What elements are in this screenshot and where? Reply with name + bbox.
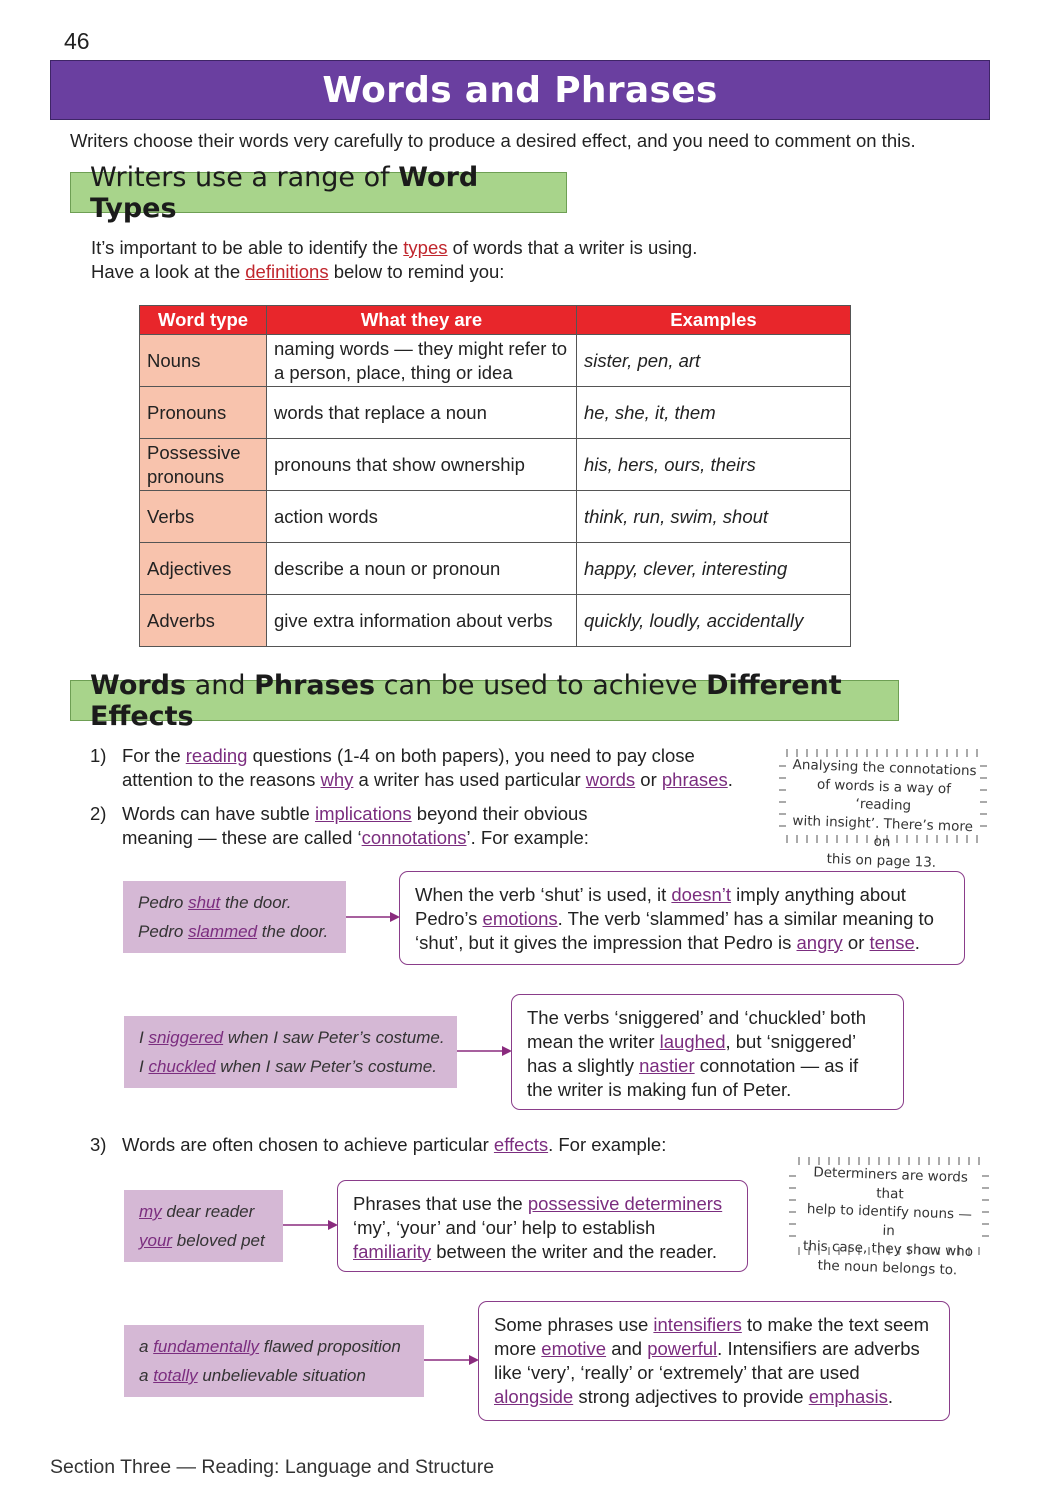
list-item-text: Words are often chosen to achieve particular effects. For example:: [122, 1134, 667, 1155]
table-row: [140, 387, 851, 439]
example-sentence: Pedro slammed the door.: [138, 922, 329, 941]
page-title: Words and Phrases: [322, 69, 718, 111]
definition-cell: naming words — they might refer to a person, place, thing or idea: [267, 335, 577, 387]
examples-cell: think, run, swim, shout: [577, 491, 851, 543]
word-type-cell: Adjectives: [140, 543, 267, 595]
side-note-text: Analysing the connotations of words is a way of ‘reading with insight’. There’s more on this on page 13.: [792, 756, 977, 871]
heading-text: Writers use a range of Word Types: [90, 161, 479, 224]
example-sentence: your beloved pet: [139, 1231, 265, 1250]
arrow-right-icon: [457, 1044, 512, 1058]
word-type-cell: Verbs: [140, 491, 267, 543]
footer-section-title: Section Three — Reading: Language and Structure: [50, 1456, 495, 1478]
example-sentence: I chuckled when I saw Peter’s costume.: [139, 1057, 437, 1076]
column-header-what-they-are: What they are: [267, 306, 577, 335]
explanation-box: Some phrases use intensifiers to make the text seem more emotive and powerful. Intensifiers are adverbs like ‘very’, ‘really’ or ‘extremely’ that are used alongside strong adjectives to provide emphasis.: [478, 1301, 950, 1421]
section-heading-word-types: [70, 161, 567, 224]
table-row: [140, 335, 851, 387]
section-heading-different-effects: [70, 669, 899, 732]
table-header-row: [140, 306, 851, 335]
arrow-right-icon: [424, 1353, 479, 1367]
examples-cell: his, hers, ours, theirs: [577, 439, 851, 491]
page-title-bar: [50, 60, 990, 120]
arrow-right-icon: [346, 910, 400, 924]
arrow-right-icon: [283, 1218, 338, 1232]
definition-cell: give extra information about verbs: [267, 595, 577, 647]
word-type-cell: Nouns: [140, 335, 267, 387]
intro-text: Writers choose their words very carefully to produce a desired effect, and you need to comment on this.: [70, 130, 916, 151]
side-note-text: Determiners are words that help to identify nouns — in this case, they show who the noun belongs to.: [802, 1164, 974, 1278]
list-item-text: For the reading questions (1-4 on both papers), you need to pay close attention to the reasons why a writer has used particular words or phrases.: [122, 745, 733, 790]
definition-cell: words that replace a noun: [267, 387, 577, 439]
table-row: [140, 491, 851, 543]
table-row: [140, 543, 851, 595]
table-row: [140, 595, 851, 647]
list-number: 3): [90, 1134, 107, 1155]
list-item-text: Words can have subtle implications beyond their obvious meaning — these are called ‘connotations’. For example:: [122, 803, 589, 848]
paragraph-line: Have a look at the definitions below to remind you:: [91, 261, 505, 282]
example-box: [124, 1190, 283, 1262]
definition-cell: pronouns that show ownership: [267, 439, 577, 491]
examples-cell: quickly, loudly, accidentally: [577, 595, 851, 647]
explanation-box: Phrases that use the possessive determiners ‘my’, ‘your’ and ‘our’ help to establish familiarity between the writer and the reader.: [337, 1180, 748, 1272]
column-header-word-type: Word type: [140, 306, 267, 335]
list-number: 1): [90, 745, 107, 766]
explanation-box: The verbs ‘sniggered’ and ‘chuckled’ both mean the writer laughed, but ‘sniggered’ has a slightly nastier connotation — as if the writer is making fun of Peter.: [511, 994, 904, 1110]
example-sentence: my dear reader: [139, 1202, 255, 1221]
word-type-cell: Pronouns: [140, 387, 267, 439]
examples-cell: happy, clever, interesting: [577, 543, 851, 595]
list-number: 2): [90, 803, 107, 824]
example-sentence: a fundamentally flawed proposition: [139, 1337, 401, 1356]
column-header-examples: Examples: [577, 306, 851, 335]
definition-cell: action words: [267, 491, 577, 543]
example-sentence: a totally unbelievable situation: [139, 1366, 366, 1385]
example-box: [123, 881, 346, 953]
list-item: [0, 802, 760, 850]
explanation-box: When the verb ‘shut’ is used, it doesn’t imply anything about Pedro’s emotions. The verb ‘slammed’ has a similar meaning to ‘shut’, but it gives the impression that Pedro is angry or tense.: [399, 871, 965, 965]
word-type-cell: Possessive pronouns: [140, 439, 267, 491]
definition-cell: describe a noun or pronoun: [267, 543, 577, 595]
word-types-table: [139, 305, 851, 647]
page-number: 46: [64, 28, 90, 54]
list-item: [0, 1133, 760, 1159]
side-note-connotations: [777, 746, 989, 871]
example-box: [124, 1016, 457, 1088]
table-row: [140, 439, 851, 491]
examples-cell: he, she, it, them: [577, 387, 851, 439]
example-sentence: Pedro shut the door.: [138, 893, 292, 912]
word-types-paragraph: [91, 236, 697, 284]
example-sentence: I sniggered when I saw Peter’s costume.: [139, 1028, 445, 1047]
example-box: [124, 1325, 424, 1397]
heading-text: Words and Phrases can be used to achieve Different Effects: [90, 669, 842, 732]
word-type-cell: Adverbs: [140, 595, 267, 647]
paragraph-line: It’s important to be able to identify the types of words that a writer is using.: [91, 237, 698, 258]
list-item: [0, 744, 760, 792]
side-note-determiners: [787, 1154, 991, 1278]
examples-cell: sister, pen, art: [577, 335, 851, 387]
